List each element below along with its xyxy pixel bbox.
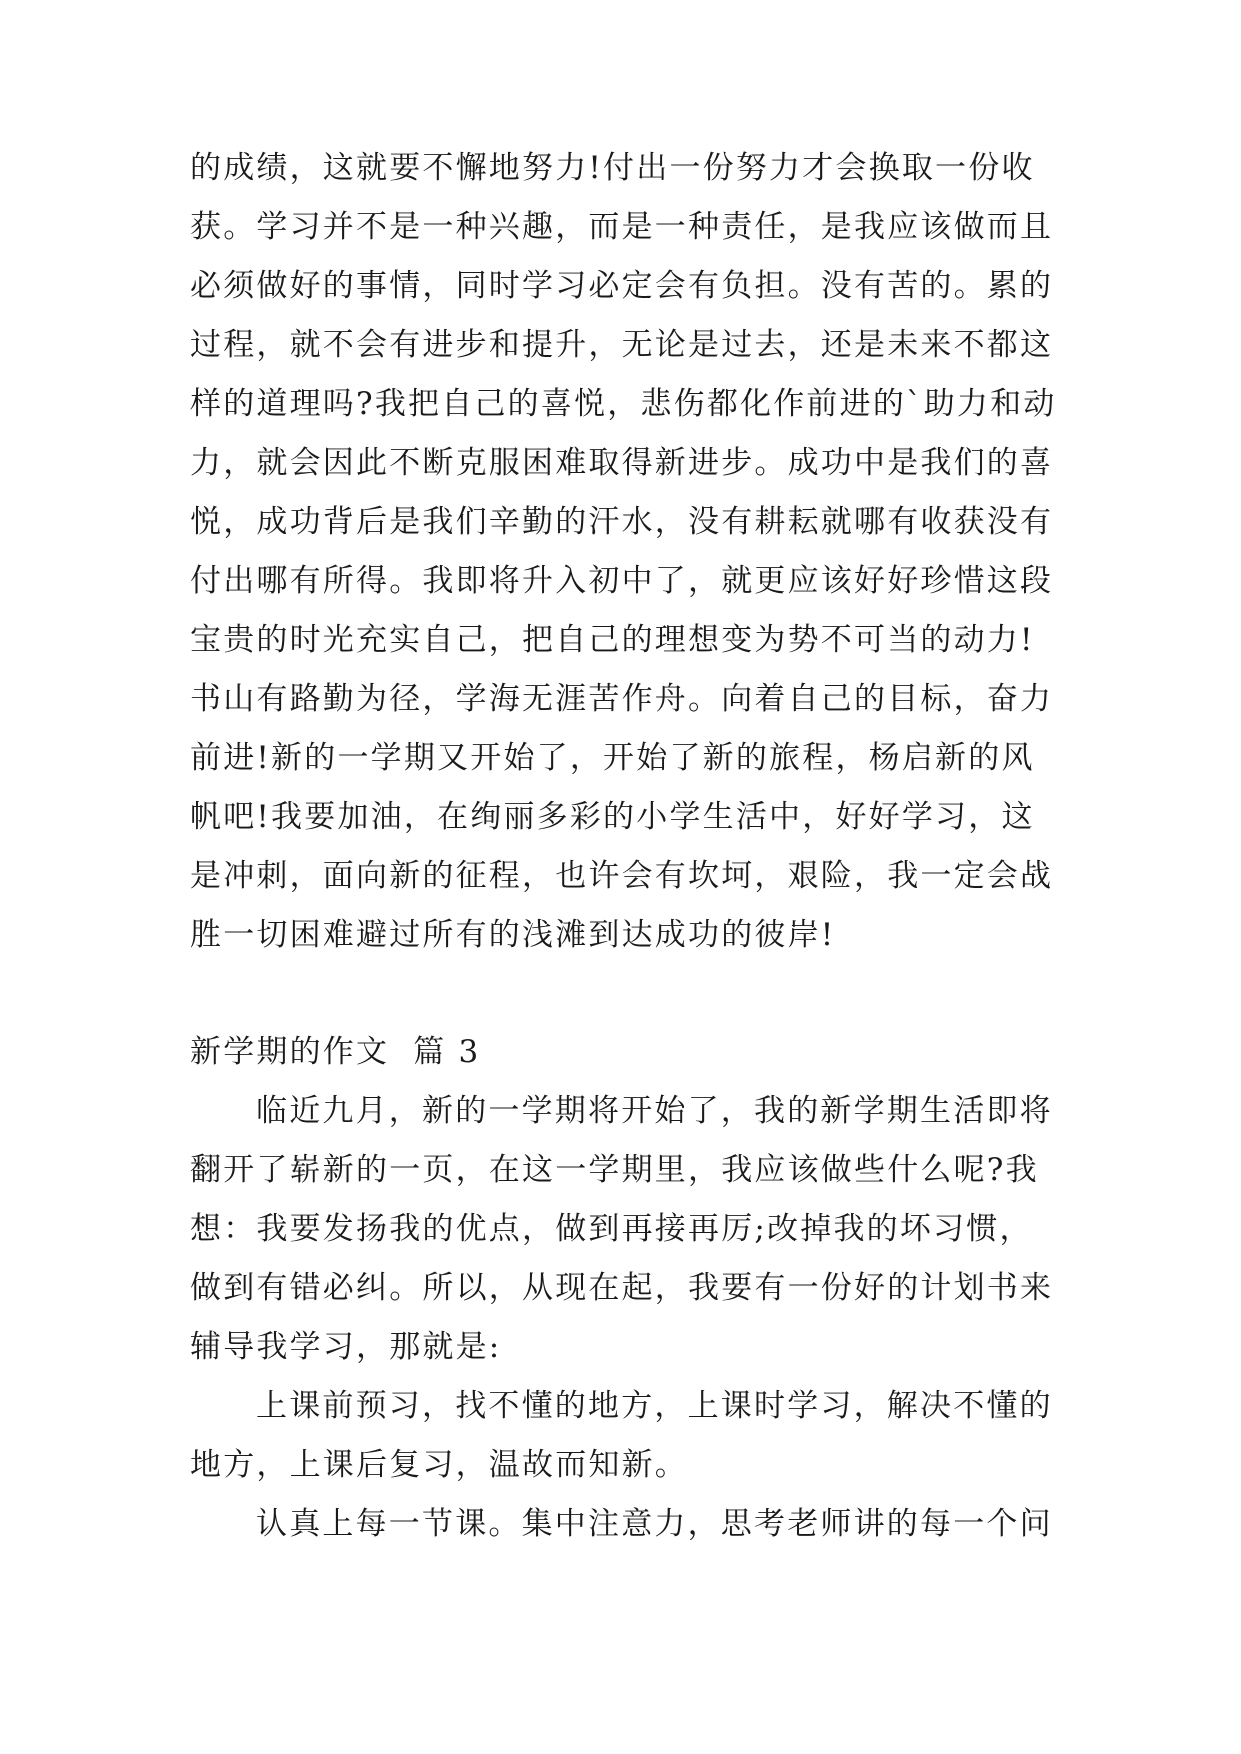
text-line: 书山有路勤为径，学海无涯苦作舟。向着自己的目标，奋力 [190, 681, 1054, 717]
text-line: 过程，就不会有进步和提升，无论是过去，还是未来不都这 [190, 327, 1054, 363]
text-line: 付出哪有所得。我即将升入初中了，就更应该好好珍惜这段 [190, 563, 1054, 599]
text-line: 认真上每一节课。集中注意力，思考老师讲的每一个问 [256, 1506, 1053, 1542]
text-line: 胜一切困难避过所有的浅滩到达成功的彼岸! [190, 917, 836, 953]
text-line: 样的道理吗?我把自己的喜悦，悲伤都化作前进的`助力和动 [190, 386, 1057, 422]
text-line: 的成绩，这就要不懈地努力!付出一份努力才会换取一份收 [190, 150, 1035, 186]
text-line: 前进!新的一学期又开始了，开始了新的旅程，杨启新的风 [190, 740, 1035, 776]
text-line: 上课前预习，找不懂的地方，上课时学习，解决不懂的 [256, 1388, 1053, 1424]
text-line: 临近九月，新的一学期将开始了，我的新学期生活即将 [256, 1093, 1053, 1129]
text-line: 地方，上课后复习，温故而知新。 [190, 1447, 688, 1483]
text-line: 力，就会因此不断克服困难取得新进步。成功中是我们的喜 [190, 445, 1054, 481]
text-line: 帆吧!我要加油，在绚丽多彩的小学生活中，好好学习，这 [190, 799, 1035, 835]
text-line: 翻开了崭新的一页，在这一学期里，我应该做些什么呢?我 [190, 1152, 1039, 1188]
text-line: 获。学习并不是一种兴趣，而是一种责任，是我应该做而且 [190, 209, 1054, 245]
text-line: 想：我要发扬我的优点，做到再接再厉;改掉我的坏习惯， [190, 1211, 1033, 1247]
text-line: 是冲刺，面向新的征程，也许会有坎坷，艰险，我一定会战 [190, 858, 1054, 894]
text-line: 辅导我学习，那就是: [190, 1329, 502, 1365]
section-heading: 新学期的作文 篇 3 [190, 1034, 481, 1070]
text-line: 做到有错必纠。所以，从现在起，我要有一份好的计划书来 [190, 1270, 1054, 1306]
text-line: 必须做好的事情，同时学习必定会有负担。没有苦的。累的 [190, 268, 1054, 304]
text-line: 宝贵的时光充实自己，把自己的理想变为势不可当的动力! [190, 622, 1035, 658]
text-line: 悦，成功背后是我们辛勤的汗水，没有耕耘就哪有收获没有 [190, 504, 1054, 540]
